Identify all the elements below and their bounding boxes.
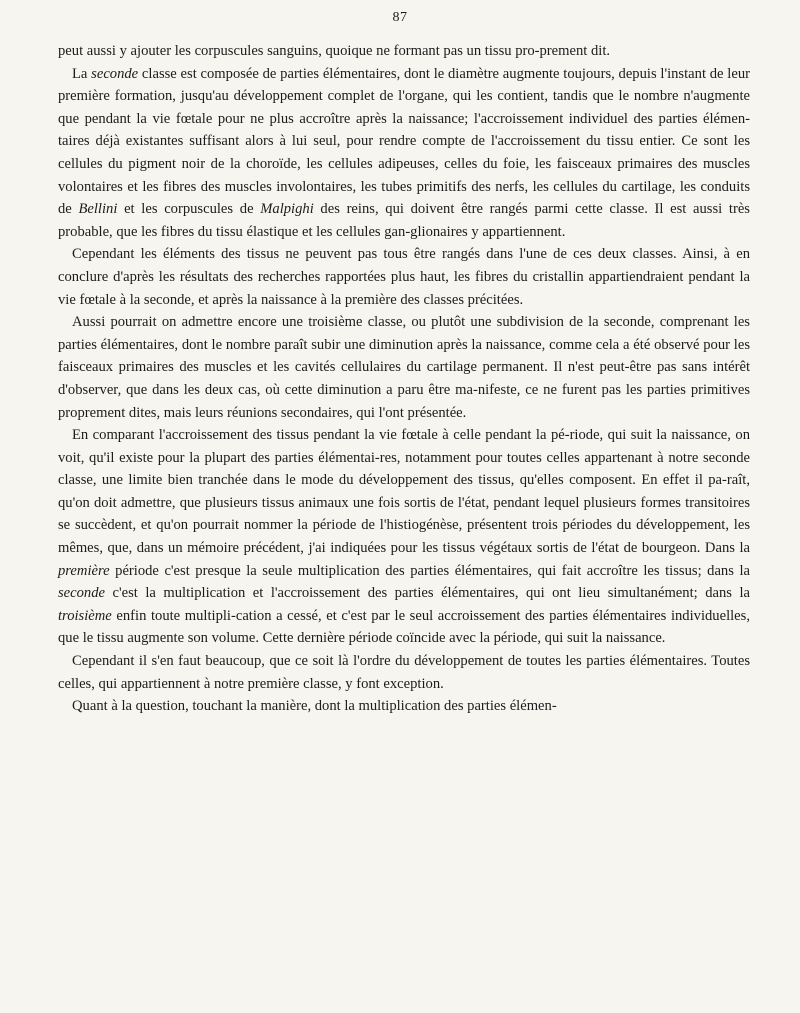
italic-term: troisième <box>58 607 112 624</box>
italic-term: Malpighi <box>260 201 314 218</box>
text-run: période c'est presque la seule multiplication des parties élémentaires, qui fait accroître les tissus; dans la <box>109 562 750 579</box>
italic-term: seconde <box>91 65 139 82</box>
text-run: c'est la multiplication et l'accroissement des parties élémentaires, qui ont lieu simultanément; dans la <box>105 585 750 602</box>
text-run: enfin toute multipli-cation a cessé, et c'est par le seul accroissement des parties élémentaires individuelles, que le tissu augmente son volume. Cette dernière période coïncide avec la période, qui suit la naissance. <box>58 607 750 647</box>
paragraph <box>58 40 750 63</box>
paragraph <box>58 695 750 718</box>
italic-term: première <box>58 562 110 579</box>
paragraph <box>58 243 750 311</box>
paragraph <box>58 311 750 424</box>
text-run: En comparant l'accroissement des tissus pendant la vie fœtale à celle pendant la pé-riode, qui suit la naissance, on voit, qu'il existe pour la plupart des parties élémentai-res, notamment pour toutes celles appartenant à notre seconde classe, une limite bien tranchée dans le mode du développement des tissus, qu'elles composent. En effet il pa-raît, qu'on doit admettre, que plusieurs tissus animaux une fois sortis de l'état, pendant lequel plusieurs formes transitoires se succèdent, et qu'on pourrait nommer la période de l'histiogénèse, présentent trois périodes du développement, les mêmes, que, dans un mémoire précédent, j'ai indiquées pour les tissus végétaux sortis de l'état de bourgeon. Dans la <box>58 427 750 557</box>
italic-term: seconde <box>58 585 106 602</box>
text-run: Cependant il s'en faut beaucoup, que ce soit là l'ordre du développement de toutes les parties élémentaires. Toutes celles, qui appartiennent à notre première classe, y font exception. <box>58 653 750 692</box>
text-run: classe est composée de parties élémentaires, dont le diamètre augmente toujours, depuis l'instant de leur première formation, jusqu'au développement complet de l'organe, qui les contient, tandis que le nombre n'augmente que pendant la vie fœtale pour ne plus accroître après la naissance; l'accroissement individuel des parties élémen-taires déjà existantes suffisant alors à lui seul, pour rendre compte de l'accroissement du tissu entier. Ce sont les cellules du pigment noir de la choroïde, les cellules adipeuses, celles du foie, les faisceaux primaires des muscles volontaires et les fibres des muscles involontaires, les tubes primitifs des nerfs, les cellules du cartilage, les conduits de <box>58 65 750 218</box>
body-text <box>58 40 750 718</box>
text-run: Quant à la question, touchant la manière, dont la multiplication des parties élémen- <box>72 698 557 715</box>
text-run: La <box>72 65 92 82</box>
text-run: et les corpuscules de <box>117 201 261 218</box>
text-run: peut aussi y ajouter les corpuscules sanguins, quoique ne formant pas un tissu pro-prement dit. <box>58 43 611 59</box>
paragraph <box>58 63 750 244</box>
italic-term: Bellini <box>78 201 118 218</box>
text-run: Aussi pourrait on admettre encore une troisième classe, ou plutôt une subdivision de la seconde, comprenant les parties élémentaires, dont le nombre paraît subir une diminution après la naissance, comme cela a été observé pour les faisceaux primaires des muscles et les cavités cellulaires du cartilage permanent. Il n'est peut-être pas sans intérêt d'observer, que dans les deux cas, où cette diminution a paru être ma-nifeste, ce ne furent pas les parties primitives proprement dites, mais leurs réunions secondaires, qui l'ont présentée. <box>58 314 750 421</box>
paragraph <box>58 650 750 695</box>
text-run: des reins, qui doivent être rangés parmi cette classe. Il est aussi très probable, que les fibres du tissu élastique et les cellules gan-glionaires y appartiennent. <box>58 201 750 240</box>
text-run: Cependant les éléments des tissus ne peuvent pas tous être rangés dans l'une de ces deux classes. Ainsi, à en conclure d'après les résultats des recherches rapportées plus haut, les fibres du cristallin appartiendraient pendant la vie fœtale à la seconde, et après la naissance à la première des classes précitées. <box>58 246 750 308</box>
paragraph <box>58 424 750 650</box>
page-number: 87 <box>392 10 408 25</box>
